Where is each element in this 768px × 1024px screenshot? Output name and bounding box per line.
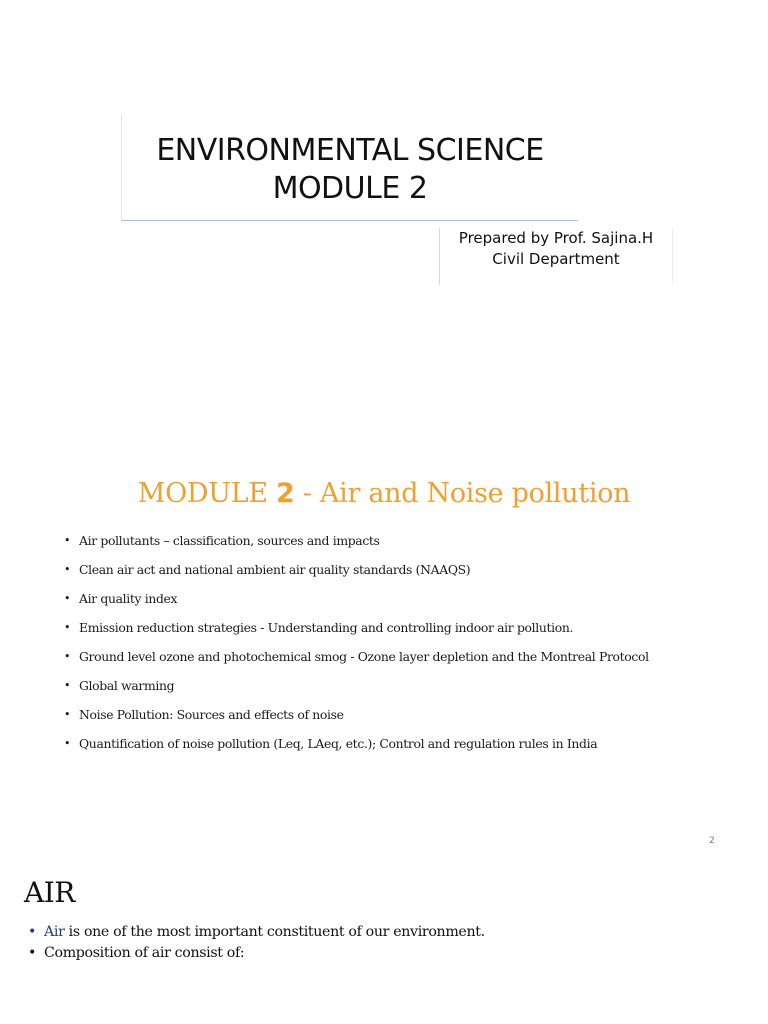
topic-list [62, 526, 649, 758]
author-line: Prepared by Prof. Sajina.H [458, 229, 654, 247]
topic-text: Global warming [79, 678, 175, 693]
title-line-1: ENVIRONMENTAL SCIENCE [156, 133, 544, 168]
page-number: 2 [709, 836, 715, 846]
air-highlight-word: Air [44, 924, 65, 940]
module-heading-suffix: - Air and Noise pollution [294, 478, 631, 509]
topic-text: Air quality index [79, 591, 178, 606]
topic-item [62, 526, 649, 555]
bullet-icon: • [28, 945, 37, 961]
topic-item [62, 555, 649, 584]
slide-title [122, 132, 578, 208]
air-bullet-item [28, 922, 485, 943]
module-heading [0, 474, 768, 514]
module-heading-prefix: MODULE [137, 478, 277, 509]
title-line-2: MODULE 2 [272, 171, 428, 206]
module-heading-number: 2 [276, 478, 295, 509]
air-bullet-text: Composition of air consist of: [44, 945, 245, 961]
bullet-icon: • [64, 708, 71, 721]
air-heading: AIR [24, 876, 75, 909]
bullet-icon: • [64, 621, 71, 634]
topic-text: Ground level ozone and photochemical smog - Ozone layer depletion and the Montreal Protocol [79, 649, 649, 664]
air-slide [0, 870, 768, 1024]
bullet-icon: • [28, 924, 37, 940]
topic-item [62, 584, 649, 613]
air-bullet-item [28, 943, 485, 964]
topic-text: Noise Pollution: Sources and effects of noise [79, 707, 344, 722]
bullet-icon: • [64, 650, 71, 663]
bullet-icon: • [64, 563, 71, 576]
topic-item [62, 729, 649, 758]
topic-text: Quantification of noise pollution (Leq, LAeq, etc.); Control and regulation rules in India [79, 736, 598, 751]
topic-text: Emission reduction strategies - Understanding and controlling indoor air pollution. [79, 620, 574, 635]
air-bullet-text: is one of the most important constituent of our environment. [64, 924, 485, 940]
bullet-icon: • [64, 534, 71, 547]
subtitle-box [439, 228, 673, 285]
department-line: Civil Department [492, 250, 620, 268]
topic-item [62, 700, 649, 729]
title-slide [0, 0, 768, 420]
topic-item [62, 642, 649, 671]
bullet-icon: • [64, 679, 71, 692]
module-topics-slide [0, 460, 768, 860]
topic-item [62, 671, 649, 700]
air-bullet-list [28, 922, 485, 964]
topic-text: Clean air act and national ambient air quality standards (NAAQS) [79, 562, 471, 577]
title-box [121, 114, 578, 221]
bullet-icon: • [64, 737, 71, 750]
topic-text: Air pollutants – classification, sources and impacts [79, 533, 380, 548]
topic-item [62, 613, 649, 642]
bullet-icon: • [64, 592, 71, 605]
slide-subtitle [440, 228, 672, 270]
